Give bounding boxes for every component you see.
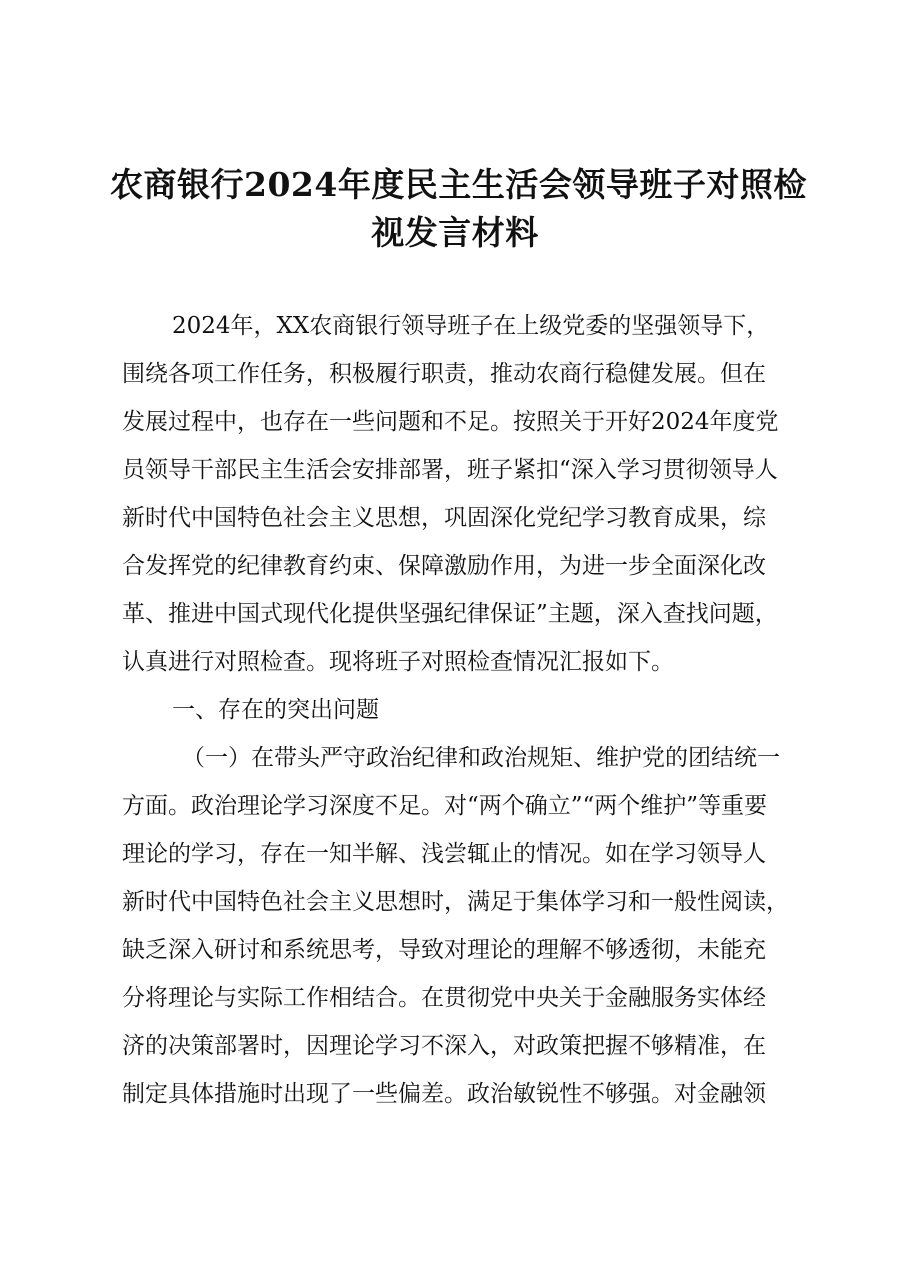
subsection-paragraph-line: 理论的学习，存在一知半解、浅尝辄止的情况。如在学习领导人 xyxy=(122,841,766,867)
intro-paragraph-line: 认真进行对照检查。现将班子对照检查情况汇报如下。 xyxy=(122,649,674,675)
subsection-paragraph-line: 制定具体措施时出现了一些偏差。政治敏锐性不够强。对金融领 xyxy=(122,1081,766,1107)
subsection-paragraph-line: （一）在带头严守政治纪律和政治规矩、维护党的团结统一 xyxy=(182,745,780,771)
intro-paragraph-line: 发展过程中，也存在一些问题和不足。按照关于开好2024年度党 xyxy=(122,409,779,435)
subsection-paragraph-line: 新时代中国特色社会主义思想时，满足于集体学习和一般性阅读， xyxy=(122,889,789,915)
intro-paragraph-line: 新时代中国特色社会主义思想，巩固深化党纪学习教育成果，综 xyxy=(122,505,766,531)
subsection-paragraph-line: 济的决策部署时，因理论学习不深入，对政策把握不够精准，在 xyxy=(122,1033,766,1059)
section-heading: 一、存在的突出问题 xyxy=(172,697,379,723)
intro-paragraph-line: 革、推进中国式现代化提供坚强纪律保证”主题，深入查找问题， xyxy=(122,601,778,627)
document-title-line-1: 农商银行2024年度民主生活会领导班子对照检 xyxy=(110,165,807,204)
subsection-paragraph-line: 缺乏深入研讨和系统思考，导致对理论的理解不够透彻，未能充 xyxy=(122,937,766,963)
intro-paragraph-line: 围绕各项工作任务，积极履行职责，推动农商行稳健发展。但在 xyxy=(122,361,766,387)
document-title-line-2: 视发言材料 xyxy=(371,213,539,252)
subsection-paragraph-line: 方面。政治理论学习深度不足。对“两个确立”“两个维护”等重要 xyxy=(122,793,768,819)
intro-paragraph-line: 合发挥党的纪律教育约束、保障激励作用，为进一步全面深化改 xyxy=(122,553,766,579)
intro-paragraph-line: 员领导干部民主生活会安排部署，班子紧扣“深入学习贯彻领导人 xyxy=(122,457,778,483)
subsection-paragraph-line: 分将理论与实际工作相结合。在贯彻党中央关于金融服务实体经 xyxy=(122,985,766,1011)
intro-paragraph-line: 2024年，XX农商银行领导班子在上级党委的坚强领导下， xyxy=(172,313,770,339)
